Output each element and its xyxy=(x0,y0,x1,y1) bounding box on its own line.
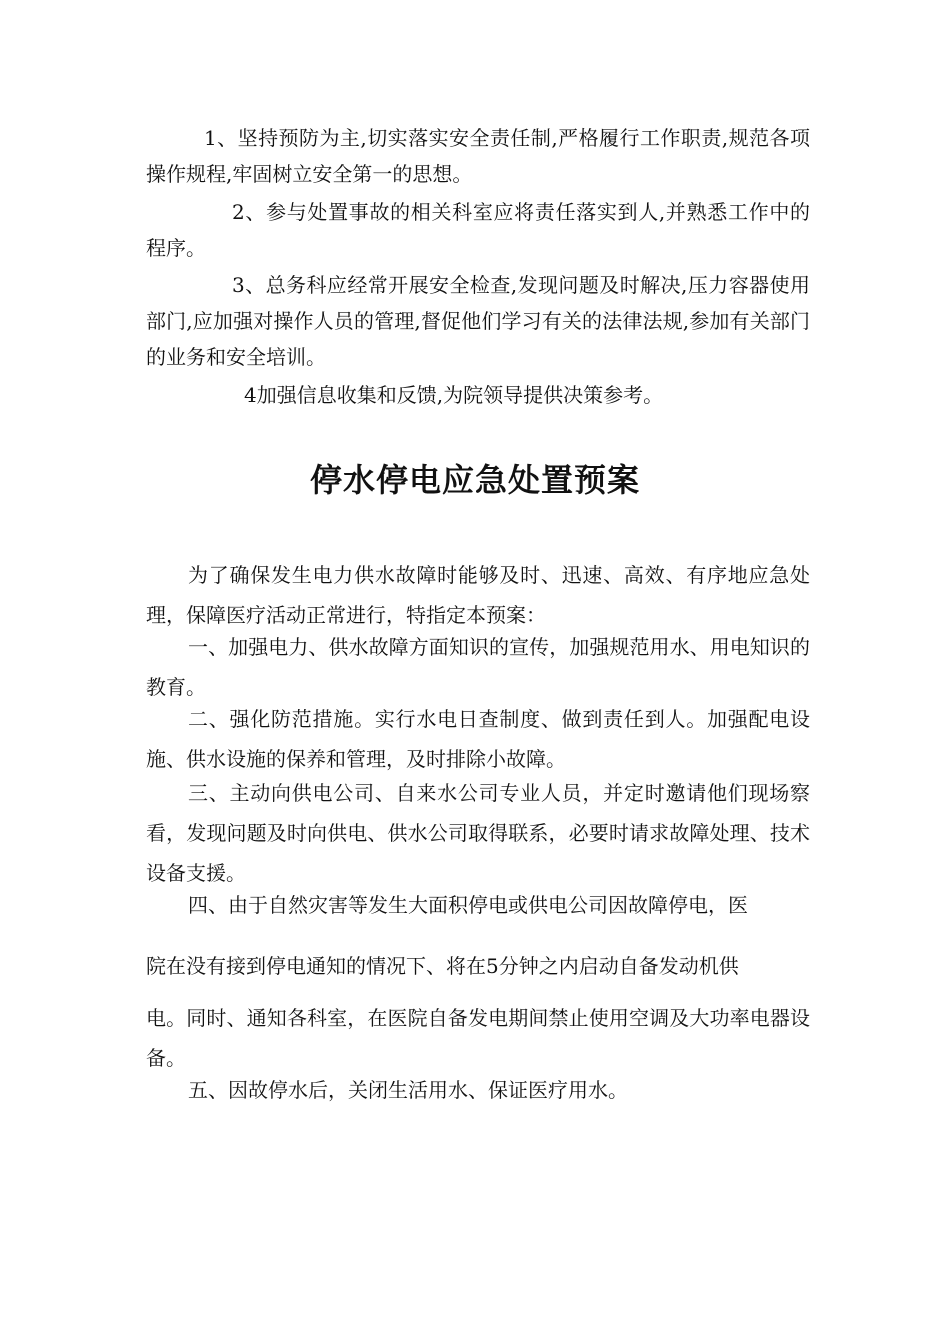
plan-intro: 为了确保发生电力供水故障时能够及时、迅速、高效、有序地应急处理，保障医疗活动正常进行，特指定本预案： xyxy=(146,563,810,627)
prior-item-3: 3、总务科应经常开展安全检查,发现问题及时解决,压力容器使用部门,应加强对操作人员的管理,督促他们学习有关的法律法规,参加有关部门的业务和安全培训。 xyxy=(146,273,810,369)
prior-item-2: 2、参与处置事故的相关科室应将责任落实到人,并熟悉工作中的程序。 xyxy=(146,200,810,260)
plan-section-4-line-1: 四、由于自然灾害等发生大面积停电或供电公司因故障停电，医 xyxy=(188,893,748,917)
plan-section-5: 五、因故停水后，关闭生活用水、保证医疗用水。 xyxy=(188,1078,628,1102)
plan-title: 停水停电应急处置预案 xyxy=(309,461,640,499)
plan-section-2: 二、强化防范措施。实行水电日查制度、做到责任到人。加强配电设施、供水设施的保养和管理，及时排除小故障。 xyxy=(146,707,810,771)
plan-section-4-line-2: 院在没有接到停电通知的情况下、将在5分钟之内启动自备发动机供 xyxy=(146,954,739,978)
prior-item-4: 4加强信息收集和反馈,为院领导提供决策参考。 xyxy=(244,383,664,407)
plan-section-1: 一、加强电力、供水故障方面知识的宣传，加强规范用水、用电知识的教育。 xyxy=(146,635,810,699)
plan-section-4-line-3: 电。同时、通知各科室，在医院自备发电期间禁止使用空调及大功率电器设备。 xyxy=(146,1006,810,1070)
plan-section-3: 三、主动向供电公司、自来水公司专业人员，并定时邀请他们现场察看，发现问题及时向供电、供水公司取得联系，必要时请求故障处理、技术设备支援。 xyxy=(146,781,810,885)
prior-item-1: 1、坚持预防为主,切实落实安全责任制,严格履行工作职责,规范各项操作规程,牢固树立安全第一的思想。 xyxy=(146,126,810,186)
